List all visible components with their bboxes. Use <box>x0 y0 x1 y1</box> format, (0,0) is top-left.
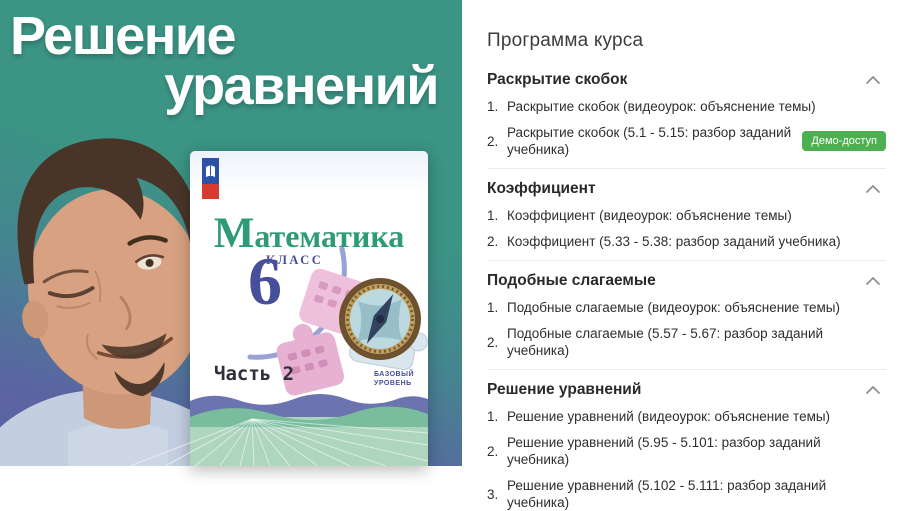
section-podobnye-slagaemye <box>487 260 886 359</box>
promo-headline <box>0 6 462 117</box>
section-header[interactable] <box>487 179 886 198</box>
lesson-title: Раскрытие скобок (видеоурок: объяснение темы) <box>507 99 816 114</box>
lesson-title: Коэффициент (5.33 - 5.38: разбор заданий учебника) <box>507 234 841 249</box>
section-title: Решение уравнений <box>487 381 642 398</box>
lesson-number: 2. <box>487 443 499 459</box>
lesson-number: 3. <box>487 486 499 502</box>
section-header[interactable] <box>487 380 886 399</box>
lesson-item[interactable] <box>487 98 886 115</box>
lesson-item[interactable] <box>487 408 886 425</box>
lesson-title: Подобные слагаемые (5.57 - 5.67: разбор заданий учебника) <box>507 326 824 358</box>
course-program-panel <box>462 0 900 510</box>
section-koefficient <box>487 168 886 250</box>
book-part-label: Часть 2 <box>214 363 295 385</box>
book-cover-art <box>190 151 428 466</box>
promo-headline-line1: Решение <box>10 6 236 66</box>
compass-icon <box>339 278 421 360</box>
promo-headline-line2: уравнений <box>164 56 438 117</box>
lesson-item[interactable] <box>487 299 886 316</box>
lesson-title: Решение уравнений (5.102 - 5.111: разбор заданий учебника) <box>507 478 827 510</box>
chevron-up-icon[interactable] <box>866 386 880 394</box>
demo-access-badge: Демо-доступ <box>802 131 886 151</box>
book-grade-label: КЛАСС <box>266 253 324 267</box>
lesson-title: Решение уравнений (видеоурок: объяснение темы) <box>507 409 831 424</box>
lesson-title: Коэффициент (видеоурок: объяснение темы) <box>507 208 792 223</box>
lesson-item[interactable] <box>487 124 886 158</box>
promo-image <box>0 0 462 466</box>
lesson-number: 2. <box>487 234 499 249</box>
lesson-title: Решение уравнений (5.95 - 5.101: разбор заданий учебника) <box>507 435 821 467</box>
chevron-up-icon[interactable] <box>866 185 880 193</box>
lesson-number: 1. <box>487 409 499 424</box>
lesson-number: 1. <box>487 208 499 223</box>
lesson-title: Подобные слагаемые (видеоурок: объяснение темы) <box>507 300 840 315</box>
chevron-up-icon[interactable] <box>866 76 880 84</box>
section-title: Раскрытие скобок <box>487 71 628 88</box>
section-reshenie-uravneniy <box>487 369 886 511</box>
lesson-item[interactable] <box>487 434 886 468</box>
book-title: Математика <box>213 210 405 257</box>
section-title: Подобные слагаемые <box>487 272 656 289</box>
lesson-number: 1. <box>487 300 499 315</box>
section-header[interactable] <box>487 271 886 290</box>
lesson-item[interactable] <box>487 207 886 224</box>
section-title: Коэффициент <box>487 180 596 197</box>
lesson-title: Раскрытие скобок (5.1 - 5.15: разбор заданий учебника) <box>507 125 792 157</box>
lesson-number: 1. <box>487 99 499 114</box>
section-raskrytie-skobok <box>487 70 886 158</box>
lesson-number: 2. <box>487 334 499 350</box>
book-grade-number: 6 <box>248 243 282 319</box>
section-header[interactable] <box>487 70 886 89</box>
lesson-item[interactable] <box>487 477 886 511</box>
lesson-number: 2. <box>487 133 499 149</box>
publisher-logo-icon <box>202 158 219 199</box>
chevron-up-icon[interactable] <box>866 277 880 285</box>
lesson-item[interactable] <box>487 233 886 250</box>
book-level-label: БАЗОВЫЙ УРОВЕНЬ <box>374 371 414 387</box>
panel-title: Программа курса <box>487 30 644 51</box>
lesson-item[interactable] <box>487 325 886 359</box>
book-cover <box>190 151 428 466</box>
